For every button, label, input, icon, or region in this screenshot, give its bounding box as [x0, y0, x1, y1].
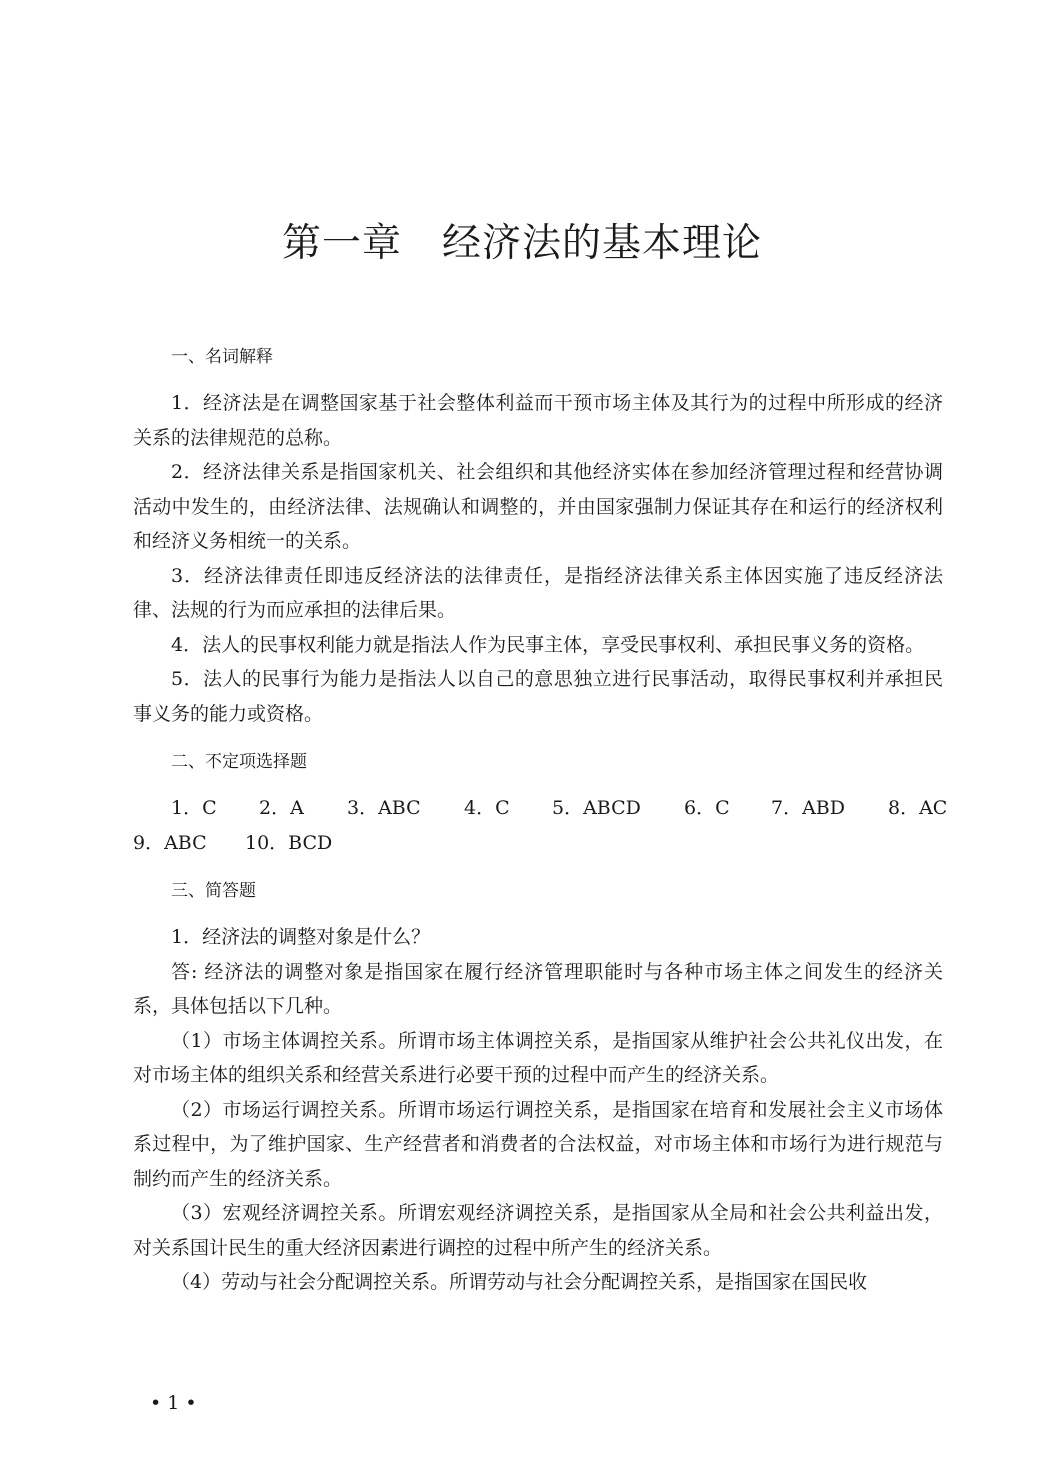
answer-item: 7．ABD — [771, 797, 846, 819]
term-item: 2．经济法律关系是指国家机关、社会组织和其他经济实体在参加经济管理过程和经营协调活动中发生的，由经济法律、法规确认和调整的，并由国家强制力保证其存在和运行的经济权利和经济义务相统一的关系。 — [133, 461, 943, 552]
answer-paragraph: （4）劳动与社会分配调控关系。所谓劳动与社会分配调控关系，是指国家在国民收 — [171, 1271, 868, 1293]
answer-item: 2．A — [259, 797, 304, 819]
answer-item: 5．ABCD — [552, 797, 641, 819]
answer-paragraph: （1）市场主体调控关系。所谓市场主体调控关系，是指国家从维护社会公共礼仪出发，在对市场主体的组织关系和经营关系进行必要干预的过程中而产生的经济关系。 — [133, 1029, 943, 1086]
answer-row-2 — [133, 826, 943, 861]
page-number: • 1 • — [150, 1392, 197, 1414]
answer-paragraph: 答: 经济法的调整对象是指国家在履行经济管理职能时与各种市场主体之间发生的经济关系，具体包括以下几种。 — [133, 960, 943, 1017]
section-heading-short-answer: 三、简答题 — [171, 881, 256, 901]
term-item: 3．经济法律责任即违反经济法的法律责任，是指经济法律关系主体因实施了违反经济法律、法规的行为而应承担的法律后果。 — [133, 564, 943, 621]
answer-item: 6．C — [684, 797, 730, 819]
term-item: 1．经济法是在调整国家基于社会整体利益而干预市场主体及其行为的过程中所形成的经济关系的法律规范的总称。 — [133, 392, 943, 449]
answer-row-1 — [133, 791, 948, 826]
chapter-title: 第一章 经济法的基本理论 — [281, 221, 762, 266]
section-heading-choices: 二、不定项选择题 — [171, 752, 307, 772]
answer-item: 3．ABC — [347, 797, 421, 819]
answer-item: 1．C — [171, 797, 217, 819]
page-content — [133, 340, 948, 1300]
answer-item: 4．C — [464, 797, 510, 819]
answer-paragraph: （2）市场运行调控关系。所谓市场运行调控关系，是指国家在培育和发展社会主义市场体系过程中，为了维护国家、生产经营者和消费者的合法权益，对市场主体和市场行为进行规范与制约而产生的经济关系。 — [133, 1098, 943, 1190]
answer-item: 10．BCD — [245, 831, 333, 854]
answer-item: 8．AC — [888, 797, 948, 819]
answer-paragraph: （3）宏观经济调控关系。所谓宏观经济调控关系，是指国家从全局和社会公共利益出发，对关系国计民生的重大经济因素进行调控的过程中所产生的经济关系。 — [133, 1202, 943, 1259]
term-item: 4．法人的民事权利能力就是指法人作为民事主体，享受民事权利、承担民事义务的资格。 — [171, 633, 925, 656]
term-item: 5．法人的民事行为能力是指法人以自己的意思独立进行民事活动，取得民事权利并承担民事义务的能力或资格。 — [133, 668, 943, 725]
answer-item: 9．ABC — [133, 831, 207, 854]
section-heading-terms: 一、名词解释 — [171, 347, 273, 367]
question-text: 1．经济法的调整对象是什么？ — [171, 926, 431, 948]
